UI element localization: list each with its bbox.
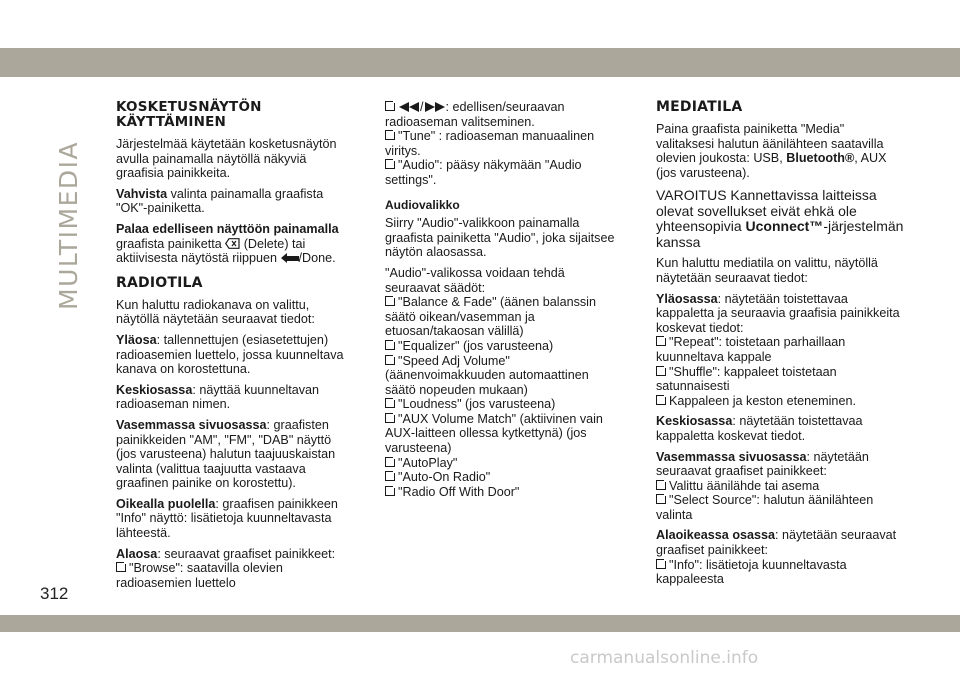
checkbox-bullet-icon	[385, 101, 395, 111]
checkbox-bullet-icon	[385, 457, 395, 467]
paragraph: Siirry "Audio"-valikkoon painamalla graafista painiketta "Audio", joka sijaitsee näytön alaosassa.	[385, 216, 615, 260]
paragraph: Alaosa: seuraavat graafiset painikkeet:	[116, 546, 336, 561]
checkbox-bullet-icon	[385, 130, 395, 140]
list-item: "Balance & Fade" (äänen balanssin säätö oikean/vasemman ja etuosan/takaosan välillä)	[385, 295, 596, 339]
list-item: "Tune" : radioaseman manuaalinen viritys.	[385, 129, 595, 158]
paragraph: Yläosa: tallennettujen (esiasetettujen) radioasemien luettelo, jossa kuunneltava kanava on korostettuna.	[116, 332, 344, 377]
checkbox-bullet-icon	[385, 398, 395, 408]
checkbox-bullet-icon	[116, 562, 126, 572]
previous-icon	[398, 102, 420, 112]
list-item: Valittu äänilähde tai asema	[656, 479, 904, 494]
list-item: "Repeat": toistetaan parhaillaan kuunneltava kappale	[656, 335, 846, 364]
checkbox-bullet-icon	[656, 395, 666, 405]
paragraph: Oikealla puolella: graafisen painikkeen "Info" näyttö: lisätietoja kuunneltavasta lähteestä.	[116, 496, 338, 541]
footer-stripe	[0, 615, 960, 632]
next-icon	[424, 102, 446, 112]
paragraph: Kun haluttu mediatila on valittu, näytöllä näytetään seuraavat tiedot:	[656, 256, 878, 285]
checkbox-bullet-icon	[656, 336, 666, 346]
paragraph: Keskiosassa: näytetään toistettavaa kappaletta koskevat tiedot.	[656, 414, 863, 443]
paragraph: Järjestelmää käytetään kosketusnäytön avulla painamalla näytöllä näkyviä graafisia painikkeita.	[116, 137, 337, 181]
column-middle	[385, 100, 617, 499]
checkbox-bullet-icon	[385, 413, 395, 423]
checkbox-bullet-icon	[385, 471, 395, 481]
list-item: "Browse": saatavilla olevien radioasemien luettelo	[116, 561, 283, 590]
paragraph: Yläosassa: näytetään toistettavaa kappaletta ja seuraavia graafisia painikkeita koskevat tiedot:	[656, 291, 900, 335]
list-item: "Auto-On Radio"	[385, 470, 617, 485]
list-item: "Speed Adj Volume" (äänenvoimakkuuden automaattinen säätö nopeuden mukaan)	[385, 353, 589, 397]
checkbox-bullet-icon	[385, 296, 395, 306]
checkbox-bullet-icon	[385, 340, 395, 350]
side-section-label: MULTIMEDIA	[54, 140, 83, 310]
paragraph: Kun haluttu radiokanava on valittu, näytöllä näytetään seuraavat tiedot:	[116, 297, 315, 327]
paragraph: Keskiosassa: näyttää kuunneltavan radioaseman nimen.	[116, 382, 320, 412]
paragraph: Paina graafista painiketta "Media" valitaksesi halutun äänilähteen saatavilla olevien joukosta: USB, Bluetooth®, AUX (jos varusteena).	[656, 122, 887, 180]
paragraph: Vasemmassa sivuosassa: graafisten painikkeiden "AM", "FM", "DAB" näyttö (jos varusteena) halutun taajuuskaistan valinta (valittua taajuutta vastaava graafinen painike on korostettu).	[116, 417, 336, 491]
paragraph: Palaa edelliseen näyttöön painamalla graafista painiketta (Delete) tai aktiivisesta näytöstä riippuen /Done.	[116, 221, 339, 266]
paragraph: "Audio"-valikossa voidaan tehdä seuraavat säädöt:	[385, 265, 565, 295]
list-item: Kappaleen ja keston eteneminen.	[656, 394, 904, 409]
header-stripe	[0, 48, 960, 77]
heading-radio: RADIOTILA	[116, 274, 203, 291]
paragraph: Vasemmassa sivuosassa: näytetään seuraavat graafiset painikkeet:	[656, 449, 869, 479]
list-item: "Shuffle": kappaleet toistetaan satunnaisesti	[656, 364, 837, 394]
checkbox-bullet-icon	[656, 480, 666, 490]
list-item: "AutoPlay"	[385, 456, 617, 471]
subheading-audio-menu: Audiovalikko	[385, 197, 460, 212]
checkbox-bullet-icon	[385, 355, 395, 365]
list-item: "Audio": pääsy näkymään "Audio settings".	[385, 158, 582, 187]
warning-note: VAROITUS Kannettavissa laitteissa olevat sovellukset eivät ehkä ole yhteensopivia Uconnect™-järjestelmän kanssa	[656, 187, 904, 250]
back-arrow-icon	[281, 252, 299, 263]
list-item: "Loudness" (jos varusteena)	[385, 397, 617, 412]
paragraph: Alaoikeassa osassa: näytetään seuraavat graafiset painikkeet:	[656, 528, 897, 558]
list-item: / : edellisen/seuraavan radioaseman valitseminen.	[385, 100, 565, 129]
column-left	[116, 100, 348, 590]
list-item: "Radio Off With Door"	[385, 485, 617, 500]
heading-media: MEDIATILA	[656, 99, 743, 115]
paragraph: Vahvista valinta painamalla graafista "OK"-painiketta.	[116, 186, 324, 216]
delete-icon	[225, 238, 240, 249]
checkbox-bullet-icon	[656, 559, 666, 569]
watermark: carmanualsonline.info	[570, 648, 759, 668]
list-item: "Info": lisätietoja kuunneltavasta kappaleesta	[656, 557, 847, 587]
checkbox-bullet-icon	[656, 366, 666, 376]
heading-touchscreen: KOSKETUSNÄYTÖN KÄYTTÄMINEN	[116, 99, 262, 130]
column-right	[656, 100, 904, 587]
page-number: 312	[40, 584, 69, 603]
list-item: "AUX Volume Match" (aktiivinen vain AUX-laitteen ollessa kytkettynä) (jos varusteena)	[385, 411, 603, 456]
checkbox-bullet-icon	[385, 486, 395, 496]
list-item: "Equalizer" (jos varusteena)	[385, 339, 617, 354]
top-margin	[0, 0, 960, 48]
list-item: "Select Source": halutun äänilähteen valinta	[656, 493, 874, 522]
checkbox-bullet-icon	[656, 494, 666, 504]
checkbox-bullet-icon	[385, 159, 395, 169]
